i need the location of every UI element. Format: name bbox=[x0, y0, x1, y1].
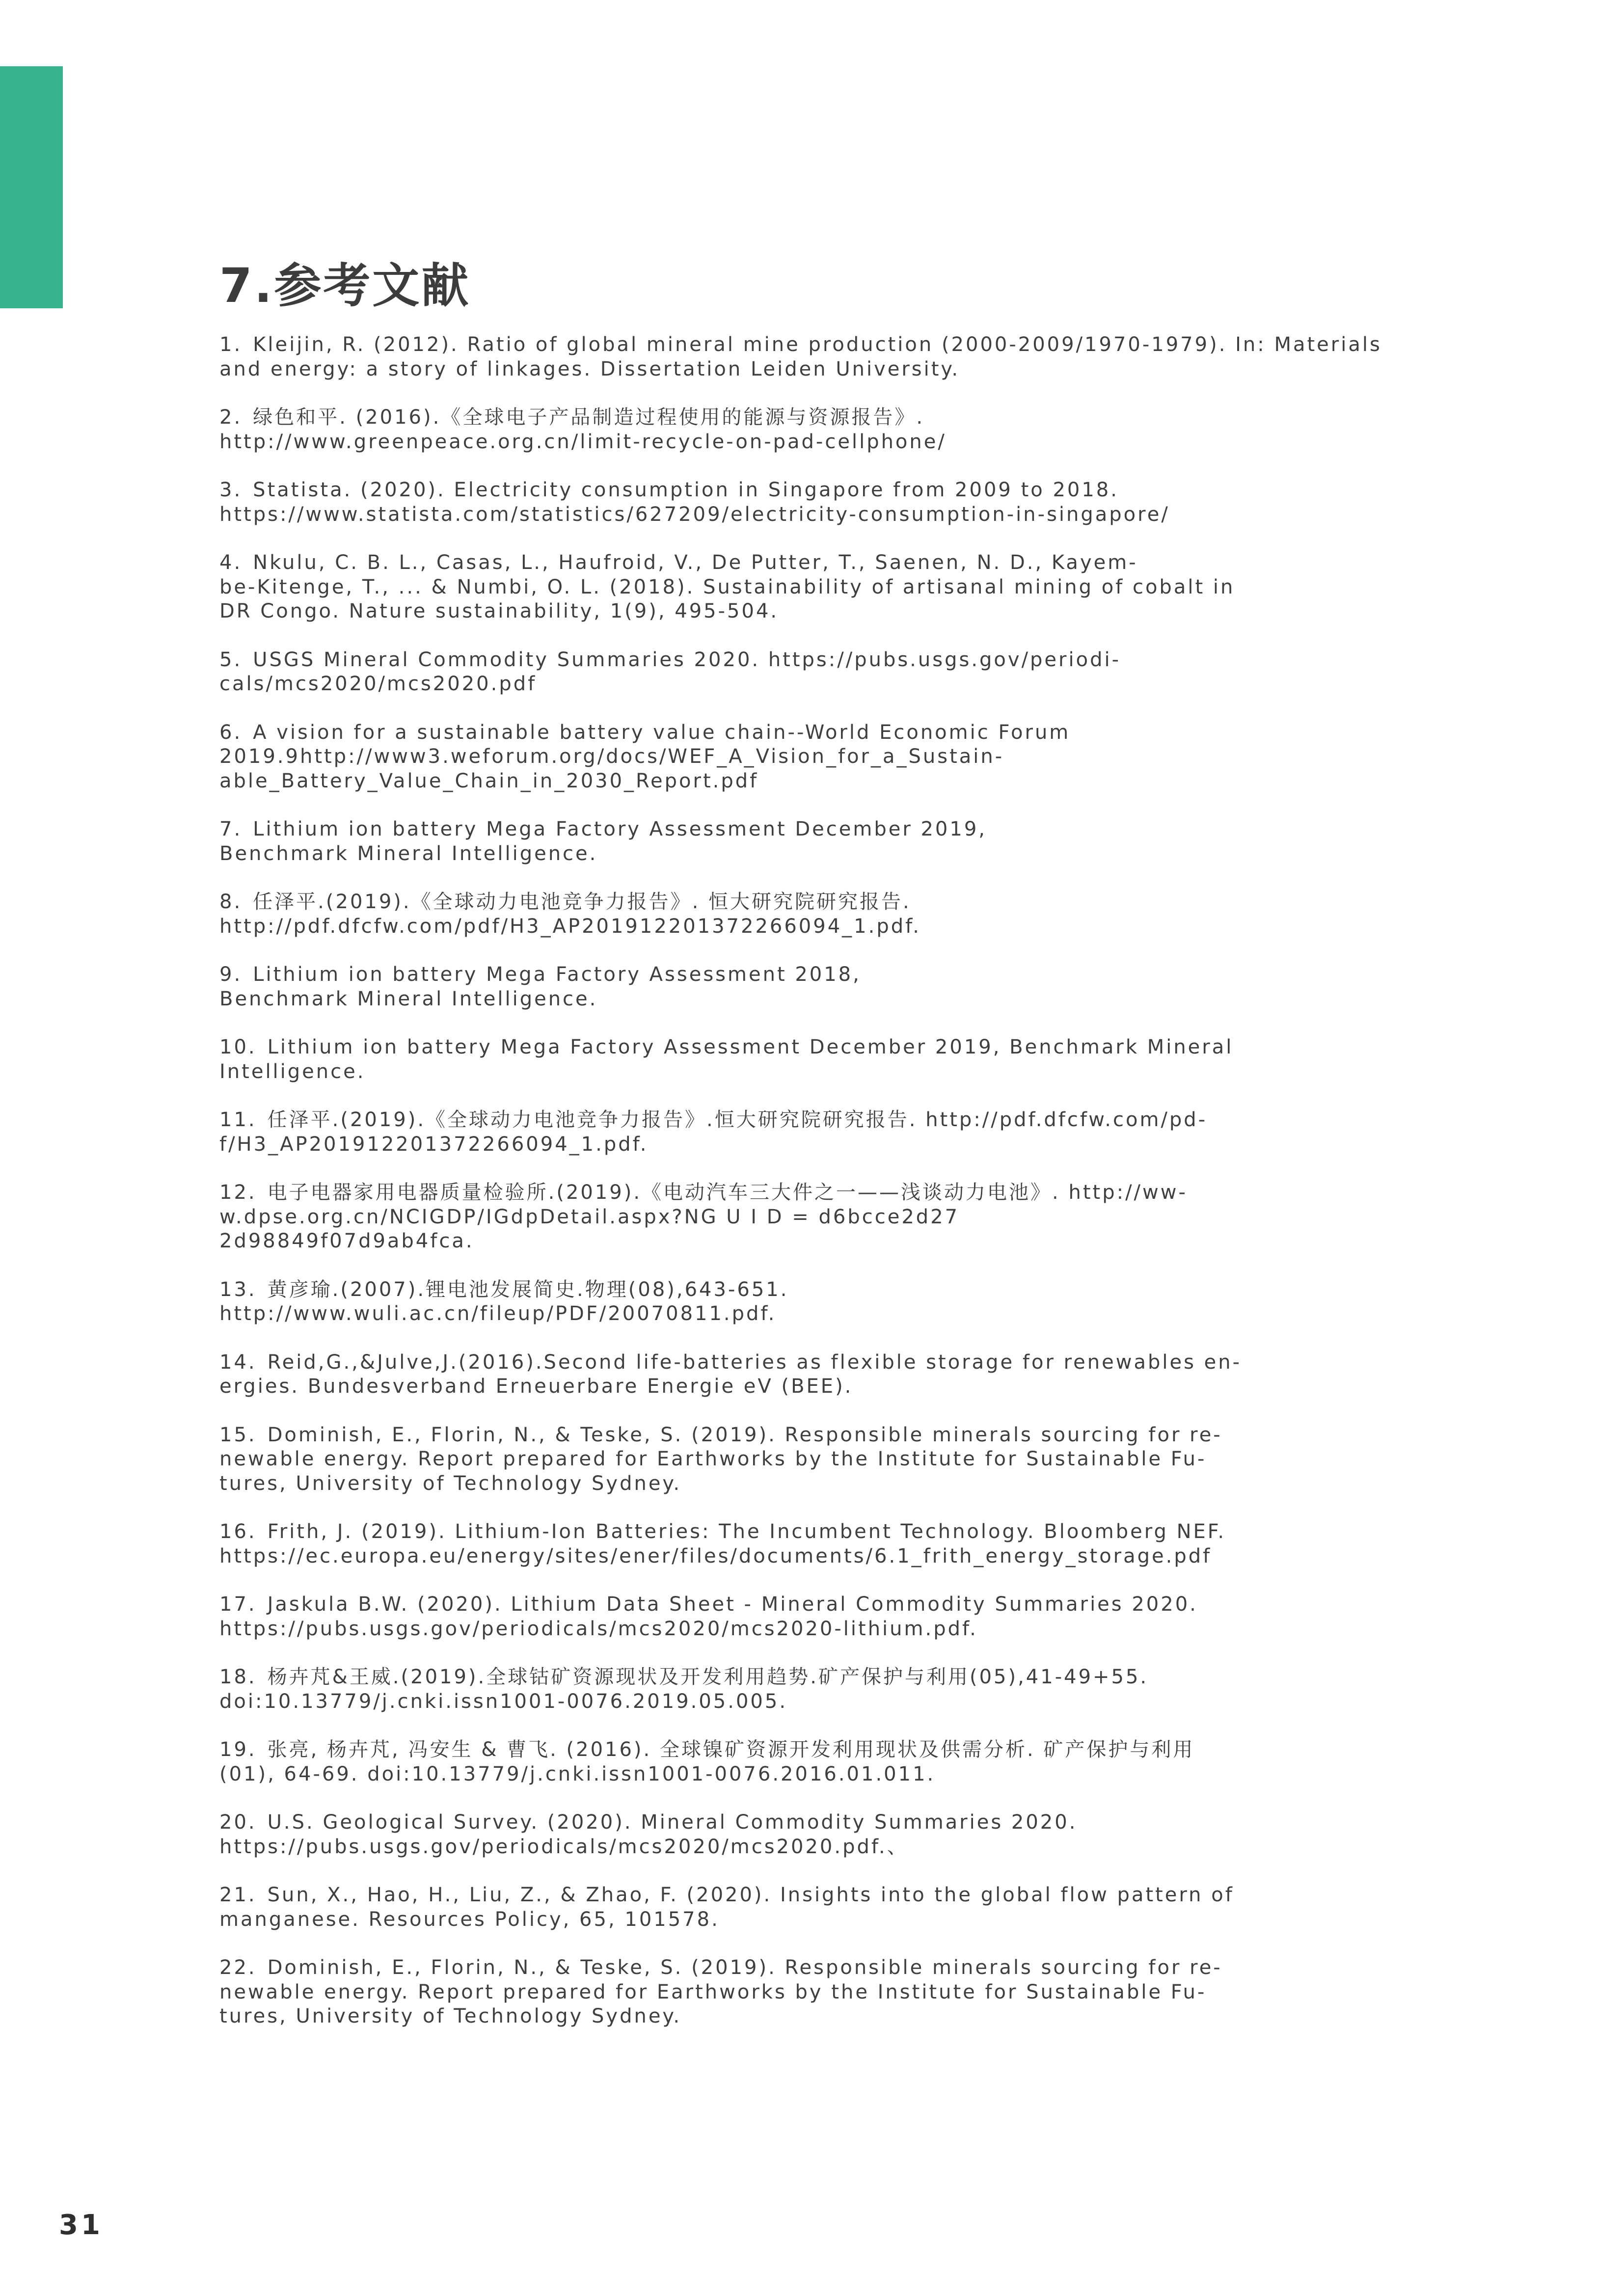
reference-line bbox=[219, 551, 1404, 575]
reference-line bbox=[219, 1956, 1404, 1980]
reference-text: 杨卉芃&王威.(2019).全球钴矿资源现状及开发利用趋势.矿产保护与利用(05),41-49+55. bbox=[267, 1666, 1149, 1688]
reference-item bbox=[219, 551, 1404, 624]
reference-text: DR Congo. Nature sustainability, 1(9), 495-504. bbox=[219, 600, 779, 622]
reference-text: 2019.9http://www3.weforum.org/docs/WEF_A_Vision_for_a_Sustain- bbox=[219, 745, 1004, 768]
reference-line bbox=[219, 769, 1404, 794]
reference-line bbox=[219, 648, 1404, 673]
reference-text: tures, University of Technology Sydney. bbox=[219, 2005, 682, 2027]
reference-text: able_Battery_Value_Chain_in_2030_Report.pdf bbox=[219, 769, 759, 792]
reference-line bbox=[219, 1810, 1404, 1835]
reference-item bbox=[219, 1665, 1404, 1714]
reference-item bbox=[219, 648, 1404, 697]
reference-text: http://www.greenpeace.org.cn/limit-recycle-on-pad-cellphone/ bbox=[219, 430, 947, 453]
reference-number: 11. bbox=[219, 1108, 257, 1131]
page-number: 31 bbox=[59, 2209, 103, 2241]
reference-text: Kleijin, R. (2012). Ratio of global mineral mine production (2000-2009/1970-1979). In: Materials bbox=[253, 333, 1382, 356]
reference-item bbox=[219, 1278, 1404, 1326]
reference-text: cals/mcs2020/mcs2020.pdf bbox=[219, 673, 537, 695]
reference-line bbox=[219, 1447, 1404, 1472]
reference-text: manganese. Resources Policy, 65, 101578. bbox=[219, 1908, 720, 1931]
reference-line bbox=[219, 1908, 1404, 1932]
reference-line bbox=[219, 1108, 1404, 1133]
reference-text: Nkulu, C. B. L., Casas, L., Haufroid, V., De Putter, T., Saenen, N. D., Kayem- bbox=[253, 551, 1138, 574]
reference-item bbox=[219, 478, 1404, 527]
reference-line bbox=[219, 405, 1404, 430]
reference-line bbox=[219, 1883, 1404, 1908]
reference-line bbox=[219, 987, 1404, 1012]
reference-item bbox=[219, 1423, 1404, 1496]
reference-text: 黄彦瑜.(2007).锂电池发展简史.物理(08),643-651. bbox=[267, 1278, 789, 1301]
reference-item bbox=[219, 1883, 1404, 1932]
reference-text: http://pdf.dfcfw.com/pdf/H3_AP201912201372266094_1.pdf. bbox=[219, 915, 921, 938]
reference-text: Lithium ion battery Mega Factory Assessment December 2019, bbox=[253, 818, 987, 840]
reference-line bbox=[219, 1472, 1404, 1496]
reference-text: 2d98849f07d9ab4fca. bbox=[219, 1230, 474, 1252]
reference-text: Lithium ion battery Mega Factory Assessment 2018, bbox=[253, 963, 861, 986]
reference-text: https://ec.europa.eu/energy/sites/ener/files/documents/6.1_frith_energy_storage.pdf bbox=[219, 1544, 1212, 1567]
reference-number: 22. bbox=[219, 1956, 257, 1979]
reference-item bbox=[219, 1520, 1404, 1568]
reference-line bbox=[219, 1423, 1404, 1448]
reference-item bbox=[219, 1956, 1404, 2029]
reference-line bbox=[219, 1835, 1404, 1860]
reference-number: 20. bbox=[219, 1811, 257, 1834]
reference-line bbox=[219, 890, 1404, 915]
reference-text: Sun, X., Hao, H., Liu, Z., & Zhao, F. (2020). Insights into the global flow pattern of bbox=[267, 1884, 1234, 1906]
reference-number: 17. bbox=[219, 1593, 257, 1616]
reference-item bbox=[219, 963, 1404, 1011]
reference-number: 12. bbox=[219, 1181, 257, 1204]
reference-text: https://pubs.usgs.gov/periodicals/mcs2020/mcs2020.pdf.、 bbox=[219, 1835, 909, 1858]
reference-text: be-Kitenge, T., ... & Numbi, O. L. (2018). Sustainability of artisanal mining of cobalt in bbox=[219, 575, 1235, 598]
reference-item bbox=[219, 1181, 1404, 1254]
reference-line bbox=[219, 1617, 1404, 1642]
reference-line bbox=[219, 599, 1404, 624]
reference-line bbox=[219, 2004, 1404, 2029]
reference-line bbox=[219, 963, 1404, 987]
reference-text: Reid,G.,&Julve,J.(2016).Second life-batteries as flexible storage for renewables en- bbox=[267, 1351, 1242, 1374]
reference-line bbox=[219, 817, 1404, 842]
reference-number: 9. bbox=[219, 963, 243, 986]
reference-text: U.S. Geological Survey. (2020). Mineral Commodity Summaries 2020. bbox=[267, 1811, 1078, 1834]
reference-line bbox=[219, 1665, 1404, 1690]
reference-text: newable energy. Report prepared for Earthworks by the Institute for Sustainable Fu- bbox=[219, 1448, 1207, 1470]
reference-item bbox=[219, 1738, 1404, 1786]
reference-text: A vision for a sustainable battery value chain--World Economic Forum bbox=[253, 721, 1071, 744]
reference-number: 14. bbox=[219, 1351, 257, 1374]
reference-line bbox=[219, 478, 1404, 503]
reference-line bbox=[219, 1762, 1404, 1787]
reference-text: Lithium ion battery Mega Factory Assessment December 2019, Benchmark Mineral bbox=[267, 1036, 1234, 1058]
reference-text: 张亮, 杨卉芃, 冯安生 & 曹飞. (2016). 全球镍矿资源开发利用现状及供需分析. 矿产保护与利用 bbox=[267, 1738, 1195, 1761]
reference-item bbox=[219, 721, 1404, 794]
reference-text: https://pubs.usgs.gov/periodicals/mcs2020/mcs2020-lithium.pdf. bbox=[219, 1617, 978, 1640]
reference-text: Jaskula B.W. (2020). Lithium Data Sheet - Mineral Commodity Summaries 2020. bbox=[267, 1593, 1198, 1616]
reference-line bbox=[219, 503, 1404, 527]
reference-line bbox=[219, 575, 1404, 600]
reference-item bbox=[219, 890, 1404, 939]
reference-line bbox=[219, 357, 1404, 382]
reference-line bbox=[219, 1520, 1404, 1544]
reference-text: ergies. Bundesverband Erneuerbare Energie eV (BEE). bbox=[219, 1375, 853, 1398]
reference-line bbox=[219, 672, 1404, 697]
reference-line bbox=[219, 1738, 1404, 1762]
reference-line bbox=[219, 1980, 1404, 2005]
reference-text: tures, University of Technology Sydney. bbox=[219, 1472, 682, 1495]
reference-number: 18. bbox=[219, 1666, 257, 1688]
reference-number: 4. bbox=[219, 551, 243, 574]
reference-text: https://www.statista.com/statistics/627209/electricity-consumption-in-singapore/ bbox=[219, 503, 1170, 526]
reference-text: (01), 64-69. doi:10.13779/j.cnki.issn1001-0076.2016.01.011. bbox=[219, 1762, 936, 1785]
reference-line bbox=[219, 721, 1404, 745]
reference-number: 8. bbox=[219, 891, 243, 913]
reference-line bbox=[219, 915, 1404, 939]
reference-line bbox=[219, 745, 1404, 769]
reference-item bbox=[219, 1593, 1404, 1641]
reference-line bbox=[219, 1278, 1404, 1302]
reference-text: Benchmark Mineral Intelligence. bbox=[219, 987, 598, 1010]
reference-text: 任泽平.(2019).《全球动力电池竞争力报告》. 恒大研究院研究报告. bbox=[253, 891, 911, 913]
reference-number: 13. bbox=[219, 1278, 257, 1301]
section-title: 7.参考文献 bbox=[219, 258, 471, 313]
reference-number: 10. bbox=[219, 1036, 257, 1058]
section-accent-bar bbox=[0, 66, 63, 308]
reference-text: Dominish, E., Florin, N., & Teske, S. (2019). Responsible minerals sourcing for re- bbox=[267, 1423, 1222, 1446]
reference-line bbox=[219, 333, 1404, 357]
reference-item bbox=[219, 405, 1404, 454]
reference-line bbox=[219, 1302, 1404, 1326]
reference-line bbox=[219, 1544, 1404, 1569]
reference-number: 3. bbox=[219, 479, 243, 501]
reference-item bbox=[219, 1108, 1404, 1157]
reference-number: 21. bbox=[219, 1884, 257, 1906]
reference-text: 绿色和平. (2016).《全球电子产品制造过程使用的能源与资源报告》. bbox=[253, 406, 925, 429]
reference-text: doi:10.13779/j.cnki.issn1001-0076.2019.05.005. bbox=[219, 1690, 788, 1713]
reference-item bbox=[219, 817, 1404, 866]
reference-text: USGS Mineral Commodity Summaries 2020. https://pubs.usgs.gov/periodi- bbox=[253, 648, 1121, 671]
reference-text: 电子电器家用电器质量检验所.(2019).《电动汽车三大件之一——浅谈动力电池》. http://ww- bbox=[267, 1181, 1188, 1204]
reference-number: 5. bbox=[219, 648, 243, 671]
reference-text: f/H3_AP201912201372266094_1.pdf. bbox=[219, 1133, 649, 1156]
reference-line bbox=[219, 1690, 1404, 1714]
reference-text: newable energy. Report prepared for Earthworks by the Institute for Sustainable Fu- bbox=[219, 1980, 1207, 2003]
reference-text: Statista. (2020). Electricity consumption in Singapore from 2009 to 2018. bbox=[253, 479, 1119, 501]
reference-item bbox=[219, 333, 1404, 381]
reference-line bbox=[219, 1205, 1404, 1230]
reference-number: 2. bbox=[219, 406, 243, 429]
reference-item bbox=[219, 1035, 1404, 1084]
reference-text: w.dpse.org.cn/NCIGDP/IGdpDetail.aspx?NG U I D = d6bcce2d27 bbox=[219, 1205, 960, 1228]
reference-line bbox=[219, 842, 1404, 866]
reference-list bbox=[219, 333, 1404, 2053]
reference-item bbox=[219, 1351, 1404, 1399]
reference-line bbox=[219, 1060, 1404, 1084]
reference-text: Benchmark Mineral Intelligence. bbox=[219, 842, 598, 865]
reference-line bbox=[219, 1035, 1404, 1060]
reference-line bbox=[219, 1351, 1404, 1375]
reference-text: and energy: a story of linkages. Dissertation Leiden University. bbox=[219, 357, 960, 380]
reference-number: 6. bbox=[219, 721, 243, 744]
reference-number: 15. bbox=[219, 1423, 257, 1446]
reference-text: Intelligence. bbox=[219, 1060, 366, 1083]
reference-line bbox=[219, 1593, 1404, 1617]
reference-line bbox=[219, 1229, 1404, 1254]
reference-text: Frith, J. (2019). Lithium-Ion Batteries: The Incumbent Technology. Bloomberg NEF. bbox=[267, 1520, 1226, 1543]
reference-text: Dominish, E., Florin, N., & Teske, S. (2019). Responsible minerals sourcing for re- bbox=[267, 1956, 1222, 1979]
reference-text: 任泽平.(2019).《全球动力电池竞争力报告》.恒大研究院研究报告. http://pdf.dfcfw.com/pd- bbox=[267, 1108, 1208, 1131]
reference-line bbox=[219, 1375, 1404, 1399]
reference-number: 16. bbox=[219, 1520, 257, 1543]
reference-number: 7. bbox=[219, 818, 243, 840]
reference-item bbox=[219, 1810, 1404, 1859]
reference-text: http://www.wuli.ac.cn/fileup/PDF/20070811.pdf. bbox=[219, 1302, 777, 1325]
reference-number: 1. bbox=[219, 333, 243, 356]
reference-line bbox=[219, 430, 1404, 455]
reference-line bbox=[219, 1181, 1404, 1205]
reference-number: 19. bbox=[219, 1738, 257, 1761]
reference-line bbox=[219, 1133, 1404, 1157]
